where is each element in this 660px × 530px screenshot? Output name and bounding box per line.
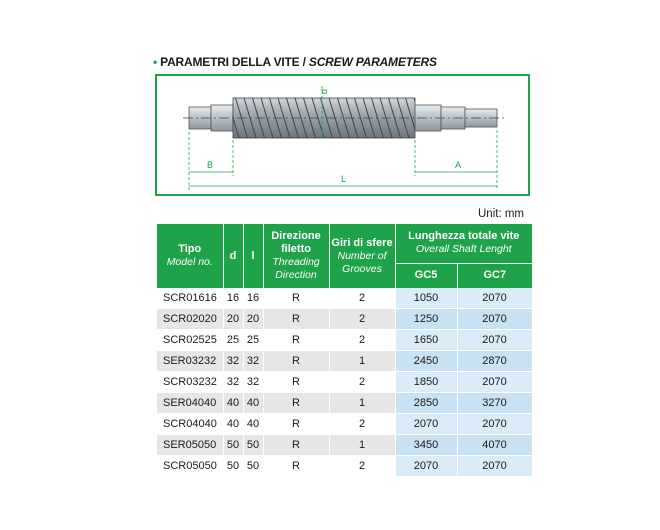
cell-gc7: 2070 xyxy=(457,372,532,393)
cell-grooves: 2 xyxy=(329,414,395,435)
cell-gc5: 2070 xyxy=(395,456,457,477)
header-model-it: Tipo xyxy=(178,243,202,255)
cell-gc7: 2070 xyxy=(457,414,532,435)
cell-d: 40 xyxy=(223,393,243,414)
cell-grooves: 1 xyxy=(329,435,395,456)
table-row xyxy=(157,393,532,414)
title-english: SCREW PARAMETERS xyxy=(308,55,437,69)
cell-gc5: 2450 xyxy=(395,351,457,372)
table-row xyxy=(157,372,532,393)
title-italian: PARAMETRI DELLA VITE / xyxy=(160,55,306,69)
table-row xyxy=(157,330,532,351)
cell-model: SCR02020 xyxy=(157,309,223,330)
unit-label: Unit: mm xyxy=(478,208,524,220)
cell-d: 32 xyxy=(223,351,243,372)
cell-direction: R xyxy=(263,414,329,435)
cell-l: 25 xyxy=(243,330,263,351)
cell-d: 32 xyxy=(223,372,243,393)
cell-gc5: 1850 xyxy=(395,372,457,393)
cell-gc7: 2070 xyxy=(457,288,532,309)
cell-l: 16 xyxy=(243,288,263,309)
header-l: l xyxy=(243,224,263,288)
cell-gc7: 2070 xyxy=(457,330,532,351)
header-gc7: GC7 xyxy=(457,263,532,288)
cell-l: 40 xyxy=(243,414,263,435)
header-model xyxy=(157,224,223,288)
cell-direction: R xyxy=(263,288,329,309)
cell-grooves: 2 xyxy=(329,456,395,477)
cell-direction: R xyxy=(263,330,329,351)
cell-d: 50 xyxy=(223,435,243,456)
cell-gc5: 3450 xyxy=(395,435,457,456)
cell-direction: R xyxy=(263,393,329,414)
cell-gc5: 1250 xyxy=(395,309,457,330)
section-title xyxy=(153,55,437,69)
cell-gc5: 1050 xyxy=(395,288,457,309)
header-grooves xyxy=(329,224,395,288)
cell-direction: R xyxy=(263,351,329,372)
l-label: L xyxy=(341,174,347,184)
header-direction-en: Threading Direction xyxy=(272,256,320,281)
header-direction-it: Direzione filetto xyxy=(271,230,321,255)
a-label: A xyxy=(455,160,462,170)
cell-gc5: 1650 xyxy=(395,330,457,351)
cell-d: 25 xyxy=(223,330,243,351)
cell-model: SCR03232 xyxy=(157,372,223,393)
cell-grooves: 2 xyxy=(329,330,395,351)
cell-gc7: 2070 xyxy=(457,456,532,477)
screw-diagram xyxy=(155,74,530,196)
cell-l: 40 xyxy=(243,393,263,414)
header-direction xyxy=(263,224,329,288)
cell-model: SCR01616 xyxy=(157,288,223,309)
cell-model: SER03232 xyxy=(157,351,223,372)
cell-gc7: 2870 xyxy=(457,351,532,372)
cell-direction: R xyxy=(263,309,329,330)
table-row xyxy=(157,456,532,477)
cell-model: SCR05050 xyxy=(157,456,223,477)
cell-grooves: 1 xyxy=(329,351,395,372)
table-row xyxy=(157,414,532,435)
cell-grooves: 2 xyxy=(329,288,395,309)
cell-model: SCR04040 xyxy=(157,414,223,435)
screw-drawing xyxy=(157,76,532,198)
b-label: B xyxy=(207,160,214,170)
d-label: d xyxy=(319,88,329,94)
table-row xyxy=(157,435,532,456)
screw-parameters-table xyxy=(157,224,533,477)
cell-model: SCR02525 xyxy=(157,330,223,351)
cell-model: SER05050 xyxy=(157,435,223,456)
cell-gc7: 2070 xyxy=(457,309,532,330)
header-grooves-en: Number of Grooves xyxy=(337,249,387,275)
header-d: d xyxy=(223,224,243,288)
cell-gc5: 2850 xyxy=(395,393,457,414)
header-length-en: Overall Shaft Lenght xyxy=(415,243,512,256)
cell-d: 16 xyxy=(223,288,243,309)
header-gc5: GC5 xyxy=(395,263,457,288)
cell-grooves: 2 xyxy=(329,309,395,330)
header-length xyxy=(395,224,532,263)
cell-d: 50 xyxy=(223,456,243,477)
cell-grooves: 1 xyxy=(329,393,395,414)
cell-l: 50 xyxy=(243,435,263,456)
cell-l: 32 xyxy=(243,351,263,372)
table-row xyxy=(157,288,532,309)
header-grooves-it: Giri di sfere xyxy=(331,236,393,249)
cell-grooves: 2 xyxy=(329,372,395,393)
header-model-en: Model no. xyxy=(166,256,213,268)
cell-l: 32 xyxy=(243,372,263,393)
cell-direction: R xyxy=(263,456,329,477)
cell-d: 40 xyxy=(223,414,243,435)
cell-gc7: 3270 xyxy=(457,393,532,414)
table-row xyxy=(157,351,532,372)
cell-model: SER04040 xyxy=(157,393,223,414)
cell-gc7: 4070 xyxy=(457,435,532,456)
cell-l: 20 xyxy=(243,309,263,330)
cell-l: 50 xyxy=(243,456,263,477)
cell-direction: R xyxy=(263,372,329,393)
table-row xyxy=(157,309,532,330)
title-bullet: • xyxy=(153,55,158,69)
cell-d: 20 xyxy=(223,309,243,330)
cell-gc5: 2070 xyxy=(395,414,457,435)
cell-direction: R xyxy=(263,435,329,456)
header-length-it: Lunghezza totale vite xyxy=(408,230,520,243)
